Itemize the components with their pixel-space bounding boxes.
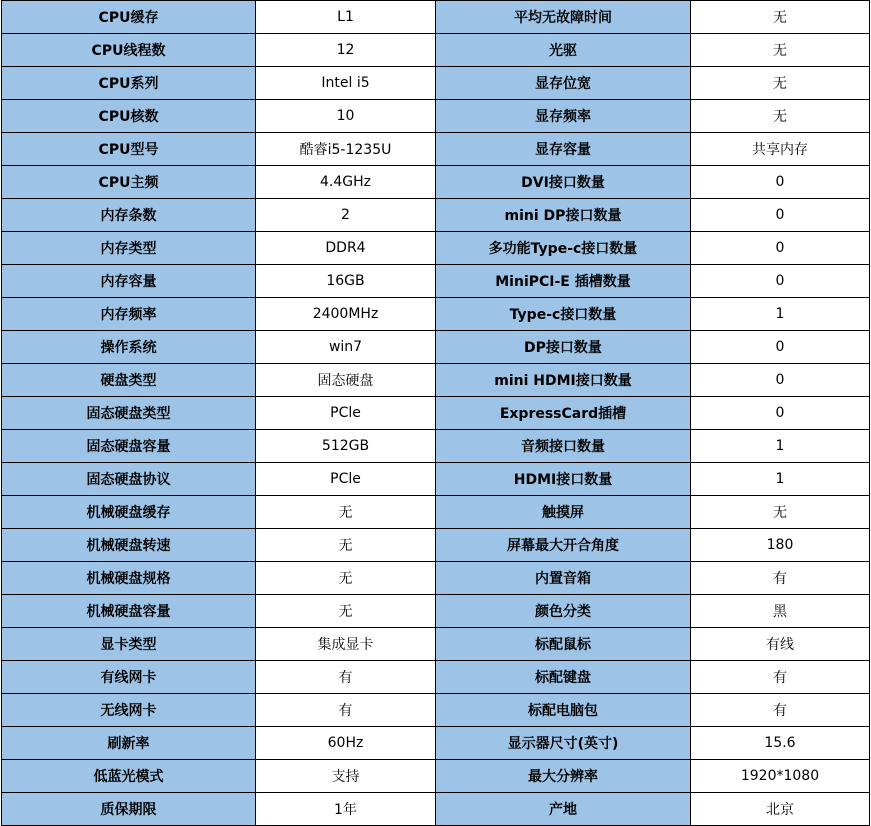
spec-label-cell: 固态硬盘协议 bbox=[2, 463, 256, 496]
spec-value-cell: 无 bbox=[691, 34, 870, 67]
spec-label-cell: HDMI接口数量 bbox=[436, 463, 691, 496]
spec-label-cell: CPU主频 bbox=[2, 166, 256, 199]
spec-value-cell: 有 bbox=[691, 694, 870, 727]
table-row bbox=[2, 430, 870, 463]
spec-value-cell: win7 bbox=[256, 331, 436, 364]
spec-value-cell: 0 bbox=[691, 397, 870, 430]
table-row bbox=[2, 34, 870, 67]
table-row bbox=[2, 661, 870, 694]
spec-label-cell: mini HDMI接口数量 bbox=[436, 364, 691, 397]
table-row bbox=[2, 364, 870, 397]
spec-value-cell: 0 bbox=[691, 364, 870, 397]
spec-value-cell: 60Hz bbox=[256, 727, 436, 760]
spec-value-cell: 有 bbox=[691, 562, 870, 595]
table-row bbox=[2, 463, 870, 496]
spec-value-cell: PCle bbox=[256, 463, 436, 496]
spec-label-cell: ExpressCard插槽 bbox=[436, 397, 691, 430]
table-row bbox=[2, 760, 870, 793]
spec-label-cell: 标配键盘 bbox=[436, 661, 691, 694]
table-row bbox=[2, 595, 870, 628]
spec-value-cell: L1 bbox=[256, 1, 436, 34]
table-row bbox=[2, 265, 870, 298]
spec-value-cell: 1年 bbox=[256, 793, 436, 826]
spec-value-cell: 共享内存 bbox=[691, 133, 870, 166]
spec-label-cell: 内置音箱 bbox=[436, 562, 691, 595]
spec-label-cell: 标配鼠标 bbox=[436, 628, 691, 661]
spec-label-cell: 显卡类型 bbox=[2, 628, 256, 661]
spec-label-cell: CPU型号 bbox=[2, 133, 256, 166]
spec-value-cell: 12 bbox=[256, 34, 436, 67]
table-row bbox=[2, 100, 870, 133]
spec-value-cell: 0 bbox=[691, 331, 870, 364]
spec-label-cell: 机械硬盘容量 bbox=[2, 595, 256, 628]
table-row bbox=[2, 133, 870, 166]
table-row bbox=[2, 562, 870, 595]
spec-value-cell: 无 bbox=[691, 100, 870, 133]
spec-value-cell: 无 bbox=[256, 562, 436, 595]
table-row bbox=[2, 331, 870, 364]
spec-value-cell: 512GB bbox=[256, 430, 436, 463]
spec-label-cell: 机械硬盘缓存 bbox=[2, 496, 256, 529]
spec-value-cell: 有线 bbox=[691, 628, 870, 661]
spec-value-cell: 2 bbox=[256, 199, 436, 232]
spec-label-cell: 固态硬盘类型 bbox=[2, 397, 256, 430]
spec-label-cell: 多功能Type-c接口数量 bbox=[436, 232, 691, 265]
spec-value-cell: 0 bbox=[691, 166, 870, 199]
spec-value-cell: 支持 bbox=[256, 760, 436, 793]
spec-label-cell: 机械硬盘规格 bbox=[2, 562, 256, 595]
spec-label-cell: 颜色分类 bbox=[436, 595, 691, 628]
spec-table bbox=[1, 0, 870, 826]
spec-value-cell: PCle bbox=[256, 397, 436, 430]
spec-label-cell: 标配电脑包 bbox=[436, 694, 691, 727]
spec-value-cell: 无 bbox=[256, 529, 436, 562]
spec-label-cell: 触摸屏 bbox=[436, 496, 691, 529]
spec-label-cell: DVI接口数量 bbox=[436, 166, 691, 199]
spec-value-cell: 1 bbox=[691, 430, 870, 463]
table-row bbox=[2, 166, 870, 199]
spec-value-cell: 0 bbox=[691, 265, 870, 298]
table-row bbox=[2, 793, 870, 826]
table-row bbox=[2, 694, 870, 727]
spec-label-cell: CPU线程数 bbox=[2, 34, 256, 67]
spec-label-cell: 有线网卡 bbox=[2, 661, 256, 694]
spec-value-cell: 2400MHz bbox=[256, 298, 436, 331]
spec-value-cell: 无 bbox=[691, 496, 870, 529]
table-row bbox=[2, 232, 870, 265]
spec-label-cell: 平均无故障时间 bbox=[436, 1, 691, 34]
spec-label-cell: Type-c接口数量 bbox=[436, 298, 691, 331]
spec-label-cell: 显存容量 bbox=[436, 133, 691, 166]
spec-value-cell: 4.4GHz bbox=[256, 166, 436, 199]
table-row bbox=[2, 727, 870, 760]
spec-label-cell: 硬盘类型 bbox=[2, 364, 256, 397]
spec-value-cell: 16GB bbox=[256, 265, 436, 298]
spec-value-cell: 无 bbox=[256, 595, 436, 628]
spec-value-cell: Intel i5 bbox=[256, 67, 436, 100]
spec-value-cell: 黑 bbox=[691, 595, 870, 628]
spec-label-cell: CPU核数 bbox=[2, 100, 256, 133]
spec-value-cell: 1 bbox=[691, 463, 870, 496]
table-row bbox=[2, 67, 870, 100]
spec-label-cell: DP接口数量 bbox=[436, 331, 691, 364]
spec-label-cell: 屏幕最大开合角度 bbox=[436, 529, 691, 562]
table-row bbox=[2, 496, 870, 529]
spec-value-cell: 无 bbox=[691, 67, 870, 100]
spec-value-cell: 0 bbox=[691, 232, 870, 265]
spec-value-cell: 180 bbox=[691, 529, 870, 562]
table-row bbox=[2, 628, 870, 661]
spec-value-cell: 酷睿i5-1235U bbox=[256, 133, 436, 166]
spec-value-cell: 北京 bbox=[691, 793, 870, 826]
spec-label-cell: 产地 bbox=[436, 793, 691, 826]
spec-value-cell: 无 bbox=[691, 1, 870, 34]
spec-label-cell: MiniPCI-E 插槽数量 bbox=[436, 265, 691, 298]
spec-label-cell: 内存类型 bbox=[2, 232, 256, 265]
spec-label-cell: 光驱 bbox=[436, 34, 691, 67]
spec-label-cell: 显示器尺寸(英寸) bbox=[436, 727, 691, 760]
spec-label-cell: 显存频率 bbox=[436, 100, 691, 133]
spec-value-cell: 1 bbox=[691, 298, 870, 331]
spec-value-cell: 0 bbox=[691, 199, 870, 232]
spec-value-cell: 有 bbox=[256, 694, 436, 727]
spec-label-cell: 显存位宽 bbox=[436, 67, 691, 100]
spec-value-cell: 集成显卡 bbox=[256, 628, 436, 661]
spec-label-cell: CPU缓存 bbox=[2, 1, 256, 34]
table-row bbox=[2, 1, 870, 34]
spec-label-cell: 固态硬盘容量 bbox=[2, 430, 256, 463]
spec-label-cell: 内存频率 bbox=[2, 298, 256, 331]
spec-label-cell: 无线网卡 bbox=[2, 694, 256, 727]
spec-label-cell: 质保期限 bbox=[2, 793, 256, 826]
spec-value-cell: 无 bbox=[256, 496, 436, 529]
spec-value-cell: 15.6 bbox=[691, 727, 870, 760]
spec-label-cell: CPU系列 bbox=[2, 67, 256, 100]
spec-label-cell: 音频接口数量 bbox=[436, 430, 691, 463]
spec-label-cell: 最大分辨率 bbox=[436, 760, 691, 793]
spec-value-cell: 固态硬盘 bbox=[256, 364, 436, 397]
table-row bbox=[2, 298, 870, 331]
spec-label-cell: 机械硬盘转速 bbox=[2, 529, 256, 562]
spec-value-cell: 10 bbox=[256, 100, 436, 133]
spec-value-cell: 1920*1080 bbox=[691, 760, 870, 793]
spec-label-cell: 刷新率 bbox=[2, 727, 256, 760]
spec-label-cell: 内存容量 bbox=[2, 265, 256, 298]
table-row bbox=[2, 529, 870, 562]
spec-label-cell: 内存条数 bbox=[2, 199, 256, 232]
spec-label-cell: 低蓝光模式 bbox=[2, 760, 256, 793]
table-row bbox=[2, 397, 870, 430]
table-row bbox=[2, 199, 870, 232]
spec-label-cell: 操作系统 bbox=[2, 331, 256, 364]
spec-label-cell: mini DP接口数量 bbox=[436, 199, 691, 232]
spec-table-body bbox=[2, 1, 870, 826]
spec-value-cell: 有 bbox=[691, 661, 870, 694]
spec-value-cell: 有 bbox=[256, 661, 436, 694]
spec-value-cell: DDR4 bbox=[256, 232, 436, 265]
